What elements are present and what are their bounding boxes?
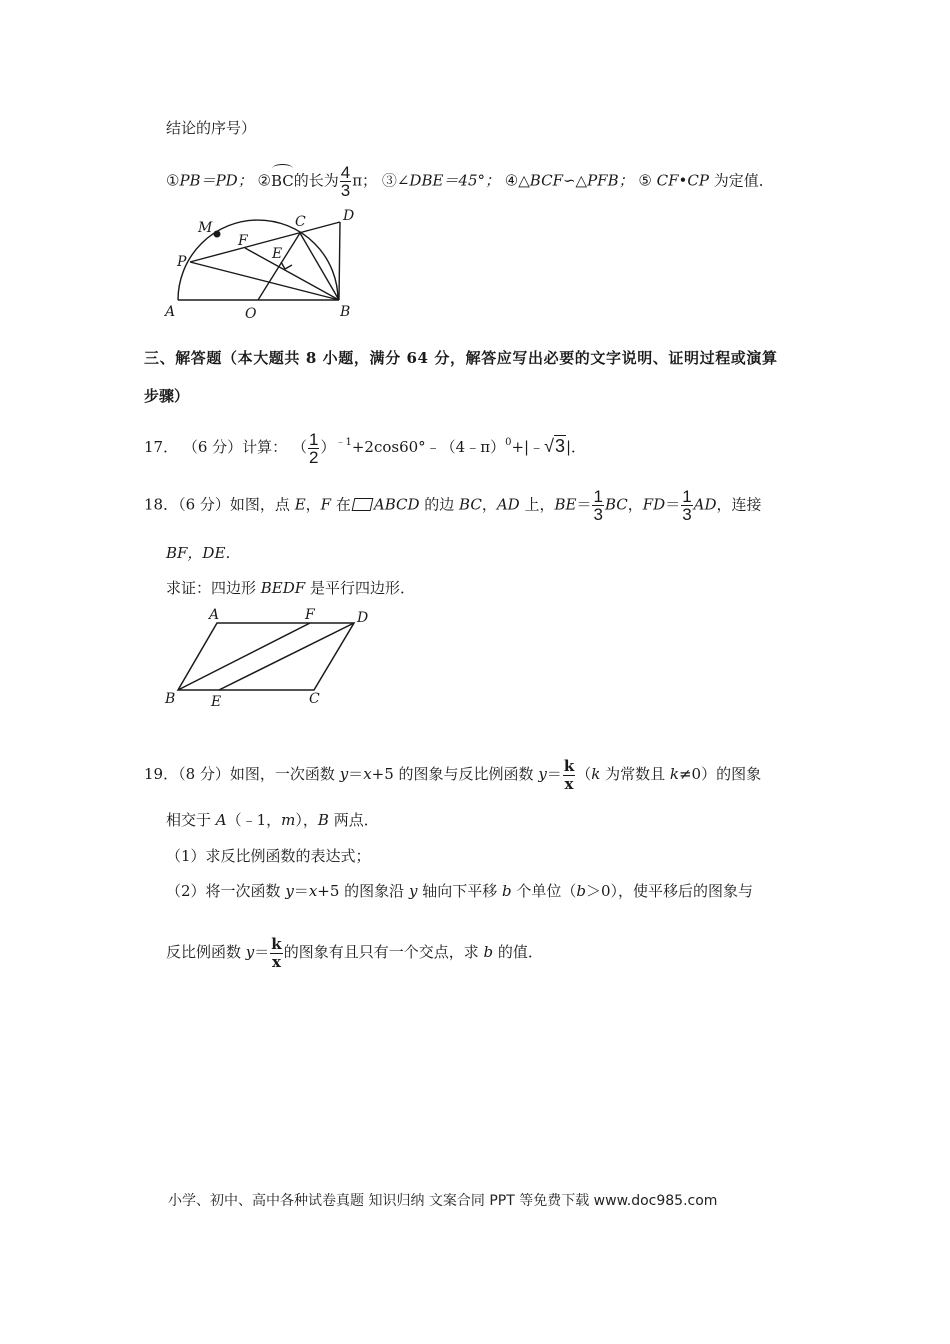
q18-text: 的边 — [419, 495, 460, 514]
equals: ＝ — [254, 943, 270, 961]
fraction-1-3 — [592, 488, 603, 523]
q19-text: ）， — [295, 811, 318, 829]
q19-part-2 — [166, 881, 753, 901]
var-fd: FD — [642, 495, 666, 514]
conclusion-5-number: ⑤ — [638, 171, 652, 190]
q16-intro-text: 结论的序号） — [166, 119, 257, 137]
equals: ＝ — [348, 765, 364, 783]
parallelogram-figure — [155, 600, 385, 715]
q18-prove — [166, 578, 415, 598]
var-b: B — [317, 811, 329, 829]
fraction-numerator: 1 — [593, 487, 603, 506]
q19-text: 的图象有且只有一个交点，求 — [283, 943, 484, 961]
q19-part-2-cont — [166, 934, 543, 970]
q17-abs-close: |． — [565, 438, 587, 456]
q18-prove-prefix: 求证：四边形 — [166, 579, 261, 597]
equals: ＝ — [546, 765, 562, 783]
fraction-numerator: k — [271, 934, 282, 953]
q19-line-2 — [166, 810, 379, 830]
var-y: y — [538, 765, 547, 783]
q19-text: （2）将一次函数 — [166, 882, 286, 900]
var-k: k — [669, 765, 679, 783]
label-m: M — [198, 220, 213, 236]
label-a: A — [165, 304, 176, 320]
punct: ， — [305, 495, 321, 514]
punct: ， — [627, 495, 643, 514]
radicand: 3 — [554, 436, 565, 456]
q19-text: （ — [576, 765, 592, 783]
label-d: D — [357, 610, 369, 626]
q17-number: 17． — [144, 438, 179, 456]
q19-text: ＞0），使平移后的图象与 — [585, 882, 754, 900]
fraction-denominator: 3 — [340, 181, 351, 200]
q17-open-paren: （ — [291, 438, 307, 456]
label-f: F — [238, 233, 248, 249]
q17-middle: +2cos60°﹣（4﹣π） — [351, 438, 506, 456]
question-19 — [144, 756, 761, 792]
label-e: E — [272, 246, 283, 262]
var-x: x — [363, 765, 372, 783]
q19-text: 相交于 — [166, 811, 216, 829]
var-x: x — [308, 882, 318, 900]
question-18 — [144, 487, 762, 524]
fraction-numerator: 1 — [308, 429, 319, 449]
equals: ＝ — [665, 495, 681, 514]
q19-number: 19． — [144, 765, 179, 783]
conclusion-4: △BCF∽△PFB； — [518, 171, 634, 190]
footer-watermark: 小学、初中、高中各种试卷真题 知识归纳 文案合同 PPT 等免费下载 www.doc985.com — [168, 1193, 718, 1209]
section-3-heading-cont: 步骤） — [144, 387, 190, 405]
parallelogram-abcd — [178, 623, 354, 690]
var-b: b — [483, 943, 494, 961]
equals: ＝ — [576, 495, 592, 514]
var-a: A — [215, 811, 227, 829]
q19-text: 的值． — [493, 943, 543, 961]
q19-text: 两点． — [328, 811, 379, 829]
fraction-numerator: 4 — [340, 163, 351, 182]
label-p: P — [177, 254, 187, 270]
right-angle-mark — [281, 262, 292, 269]
equals: ＝ — [293, 882, 309, 900]
var-bc: BC — [459, 495, 482, 514]
label-f: F — [305, 607, 315, 623]
q18-text: ，连接 — [716, 495, 762, 514]
var-ad: AD — [693, 495, 717, 514]
conclusion-2-text: 的长为 — [293, 171, 339, 190]
q17-score: （6 分）计算： — [182, 438, 288, 456]
q19-part-1: （1）求反比例函数的表达式； — [166, 847, 371, 865]
var-y: y — [408, 882, 418, 900]
punct: ， — [481, 495, 497, 514]
q19-text: 个单位（ — [511, 882, 577, 900]
conclusion-3-number: ③ — [381, 171, 397, 190]
var-k: k — [591, 765, 601, 783]
q19-text: ≠0）的图象 — [678, 765, 762, 783]
fraction-4-3 — [340, 164, 351, 199]
conclusion-5-tail: 为定值． — [708, 171, 774, 190]
q19-text: +5 的图象沿 — [317, 882, 409, 900]
segment-oc — [258, 233, 300, 300]
q19-text: +5 的图象与反比例函数 — [371, 765, 539, 783]
q18-text: 上， — [519, 495, 555, 514]
section-3-heading: 三、解答题（本大题共 8 小题，满分 64 分，解答应写出必要的文字说明、证明过程或演算 — [144, 349, 778, 367]
q16-conclusions — [166, 163, 774, 200]
question-17 — [144, 428, 587, 467]
var-b: b — [576, 882, 586, 900]
q18-text: （6 分）如图，点 — [178, 495, 295, 514]
conclusion-2-number: ② — [257, 171, 271, 190]
label-c: C — [295, 214, 306, 230]
q18-number: 18． — [144, 495, 179, 514]
var-abcd: ABCD — [373, 495, 420, 514]
fraction-denominator: 3 — [593, 505, 603, 524]
point-m — [214, 231, 221, 238]
pi-symbol: π； — [352, 171, 378, 190]
q17-abs-open: +|﹣ — [511, 438, 545, 456]
fraction-k-x — [270, 936, 282, 971]
fraction-denominator: x — [272, 952, 281, 971]
fraction-denominator: 3 — [682, 505, 692, 524]
var-f: F — [320, 495, 332, 514]
fraction-numerator: k — [563, 756, 575, 775]
q19-text: 轴向下平移 — [417, 882, 502, 900]
var-ad: AD — [496, 495, 520, 514]
var-y: y — [285, 882, 294, 900]
q18-prove-suffix: 是平行四边形． — [305, 579, 415, 597]
var-bedf: BEDF — [260, 579, 306, 597]
sqrt-3 — [544, 435, 566, 456]
q18-line-2: BF，DE． — [166, 544, 241, 562]
label-a: A — [209, 607, 220, 623]
conclusion-1: PB＝PD； — [179, 171, 253, 190]
fraction-denominator: x — [564, 774, 574, 793]
var-b: b — [501, 882, 512, 900]
segment-db — [339, 222, 340, 300]
var-be: BE — [554, 495, 577, 514]
var-y: y — [339, 765, 349, 783]
q17-close-paren: ） — [320, 438, 336, 456]
conclusion-4-number: ④ — [504, 171, 519, 190]
q17-exponent-zero: 0 — [505, 437, 512, 448]
var-m: m — [281, 811, 296, 829]
sqrt-icon: √ — [544, 436, 554, 456]
q19-text: 反比例函数 — [166, 943, 246, 961]
label-c: C — [309, 691, 320, 707]
label-d: D — [343, 208, 355, 224]
semicircle-figure — [160, 200, 380, 325]
fraction-1-2 — [308, 431, 319, 466]
fraction-k-x — [563, 758, 575, 793]
fraction-numerator: 1 — [682, 487, 692, 506]
var-bc: BC — [604, 495, 628, 514]
segment-pd — [190, 222, 340, 262]
arc-bc: BC — [271, 169, 294, 193]
parallelogram-icon — [351, 498, 373, 511]
q17-exponent: ﹣1 — [335, 437, 352, 448]
fraction-1-3 — [681, 488, 692, 523]
q16-intro — [166, 118, 256, 138]
q18-text: 在 — [331, 495, 351, 514]
fraction-denominator: 2 — [308, 447, 319, 467]
label-e: E — [211, 694, 222, 710]
q19-text: 为常数且 — [600, 765, 670, 783]
var-y: y — [245, 943, 255, 961]
conclusion-3: ∠DBE＝45°； — [396, 171, 501, 190]
label-b: B — [340, 304, 351, 320]
q19-text: （﹣1， — [226, 811, 282, 829]
var-e: E — [294, 495, 306, 514]
conclusion-1-number: ① — [166, 171, 180, 190]
label-b: B — [165, 691, 176, 707]
conclusion-5: CF•CP — [656, 171, 709, 190]
segment-pb — [190, 262, 339, 300]
label-o: O — [245, 306, 257, 322]
q19-text: （8 分）如图，一次函数 — [178, 765, 340, 783]
